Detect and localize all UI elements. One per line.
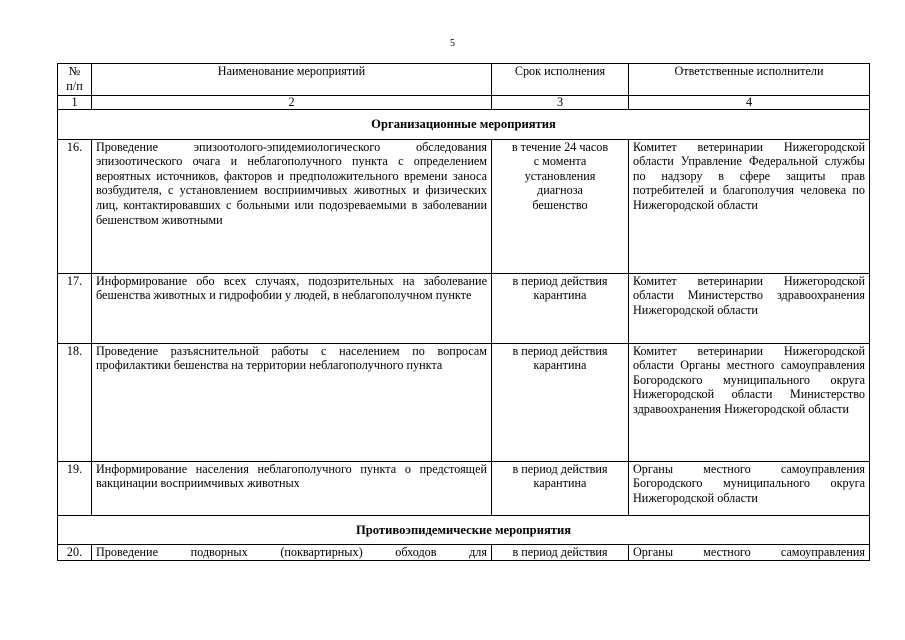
column-index-2: 2 [92, 96, 492, 110]
row-term-line: установления [524, 168, 596, 183]
column-index-4: 4 [629, 96, 870, 110]
row-term-line: бешенство [532, 197, 588, 212]
row-term [492, 461, 629, 515]
row-term-line: карантина [533, 358, 587, 373]
table-row [58, 343, 870, 461]
row-responsible-text: Органы местного самоуправления [633, 545, 865, 560]
page-number: 5 [450, 38, 455, 49]
header-term: Срок исполнения [492, 64, 629, 96]
table-row [58, 461, 870, 515]
section-row [58, 110, 870, 140]
row-term [492, 273, 629, 343]
table-row [58, 273, 870, 343]
row-term-line: карантина [533, 288, 587, 303]
row-term-line: в течение 24 часов [511, 139, 609, 154]
section-title: Противоэпидемические мероприятия [58, 515, 870, 545]
row-number: 16. [58, 139, 92, 273]
header-responsible: Ответственные исполнители [629, 64, 870, 96]
section-title: Организационные мероприятия [58, 110, 870, 140]
measures-table [57, 63, 870, 561]
row-term-line: с момента [533, 154, 587, 169]
row-measure-name: Информирование обо всех случаях, подозрительных на заболевание бешенства животных и гидрофобии у людей, в неблагополучном пункте [92, 273, 492, 343]
row-term [492, 545, 629, 561]
table-row [58, 139, 870, 273]
row-term-line: карантина [533, 476, 587, 491]
row-measure-name [92, 545, 492, 561]
row-number: 17. [58, 273, 92, 343]
row-measure-name-text: Проведение подворных (поквартирных) обходов для [96, 545, 487, 560]
row-responsible: Комитет ветеринарии Нижегородской области Органы местного самоуправления Богородского муниципального округа Нижегородской области Министерство здравоохранения Нижегородской области [629, 343, 870, 461]
header-name: Наименование мероприятий [92, 64, 492, 96]
header-num [58, 64, 92, 96]
row-responsible: Органы местного самоуправления Богородского муниципального округа Нижегородской области [629, 461, 870, 515]
row-responsible [629, 545, 870, 561]
header-num-line-2: п/п [66, 78, 83, 93]
table-header-row [58, 64, 870, 96]
row-term-line: в период действия [512, 343, 608, 358]
row-responsible: Комитет ветеринарии Нижегородской области Управление Федеральной службы по надзору в сфере защиты прав потребителей и благополучия человека по Нижегородской области [629, 139, 870, 273]
row-term [492, 139, 629, 273]
column-index-row [58, 96, 870, 110]
row-number: 20. [58, 545, 92, 561]
table-row [58, 545, 870, 561]
row-term-line: в период действия [512, 273, 608, 288]
row-number: 18. [58, 343, 92, 461]
section-row [58, 515, 870, 545]
header-num-line-1: № [68, 64, 81, 78]
row-measure-name: Проведение эпизоотолого-эпидемиологического обследования эпизоотического очага и неблагополучного пункта с определением вероятных источников, факторов и предположительного времени заноса возбудителя, с установлением восприимчивых животных и физических лиц, контактировавших с больными или подозреваемыми в заболевании бешенством животными [92, 139, 492, 273]
row-term-line: в период действия [512, 461, 608, 476]
row-measure-name: Информирование населения неблагополучного пункта о предстоящей вакцинации восприимчивых животных [92, 461, 492, 515]
row-number: 19. [58, 461, 92, 515]
row-measure-name: Проведение разъяснительной работы с населением по вопросам профилактики бешенства на территории неблагополучного пункта [92, 343, 492, 461]
row-responsible: Комитет ветеринарии Нижегородской области Министерство здравоохранения Нижегородской области [629, 273, 870, 343]
row-term-line: в период действия [512, 545, 608, 560]
column-index-1: 1 [58, 96, 92, 110]
row-term [492, 343, 629, 461]
column-index-3: 3 [492, 96, 629, 110]
row-term-line: диагноза [537, 183, 583, 198]
